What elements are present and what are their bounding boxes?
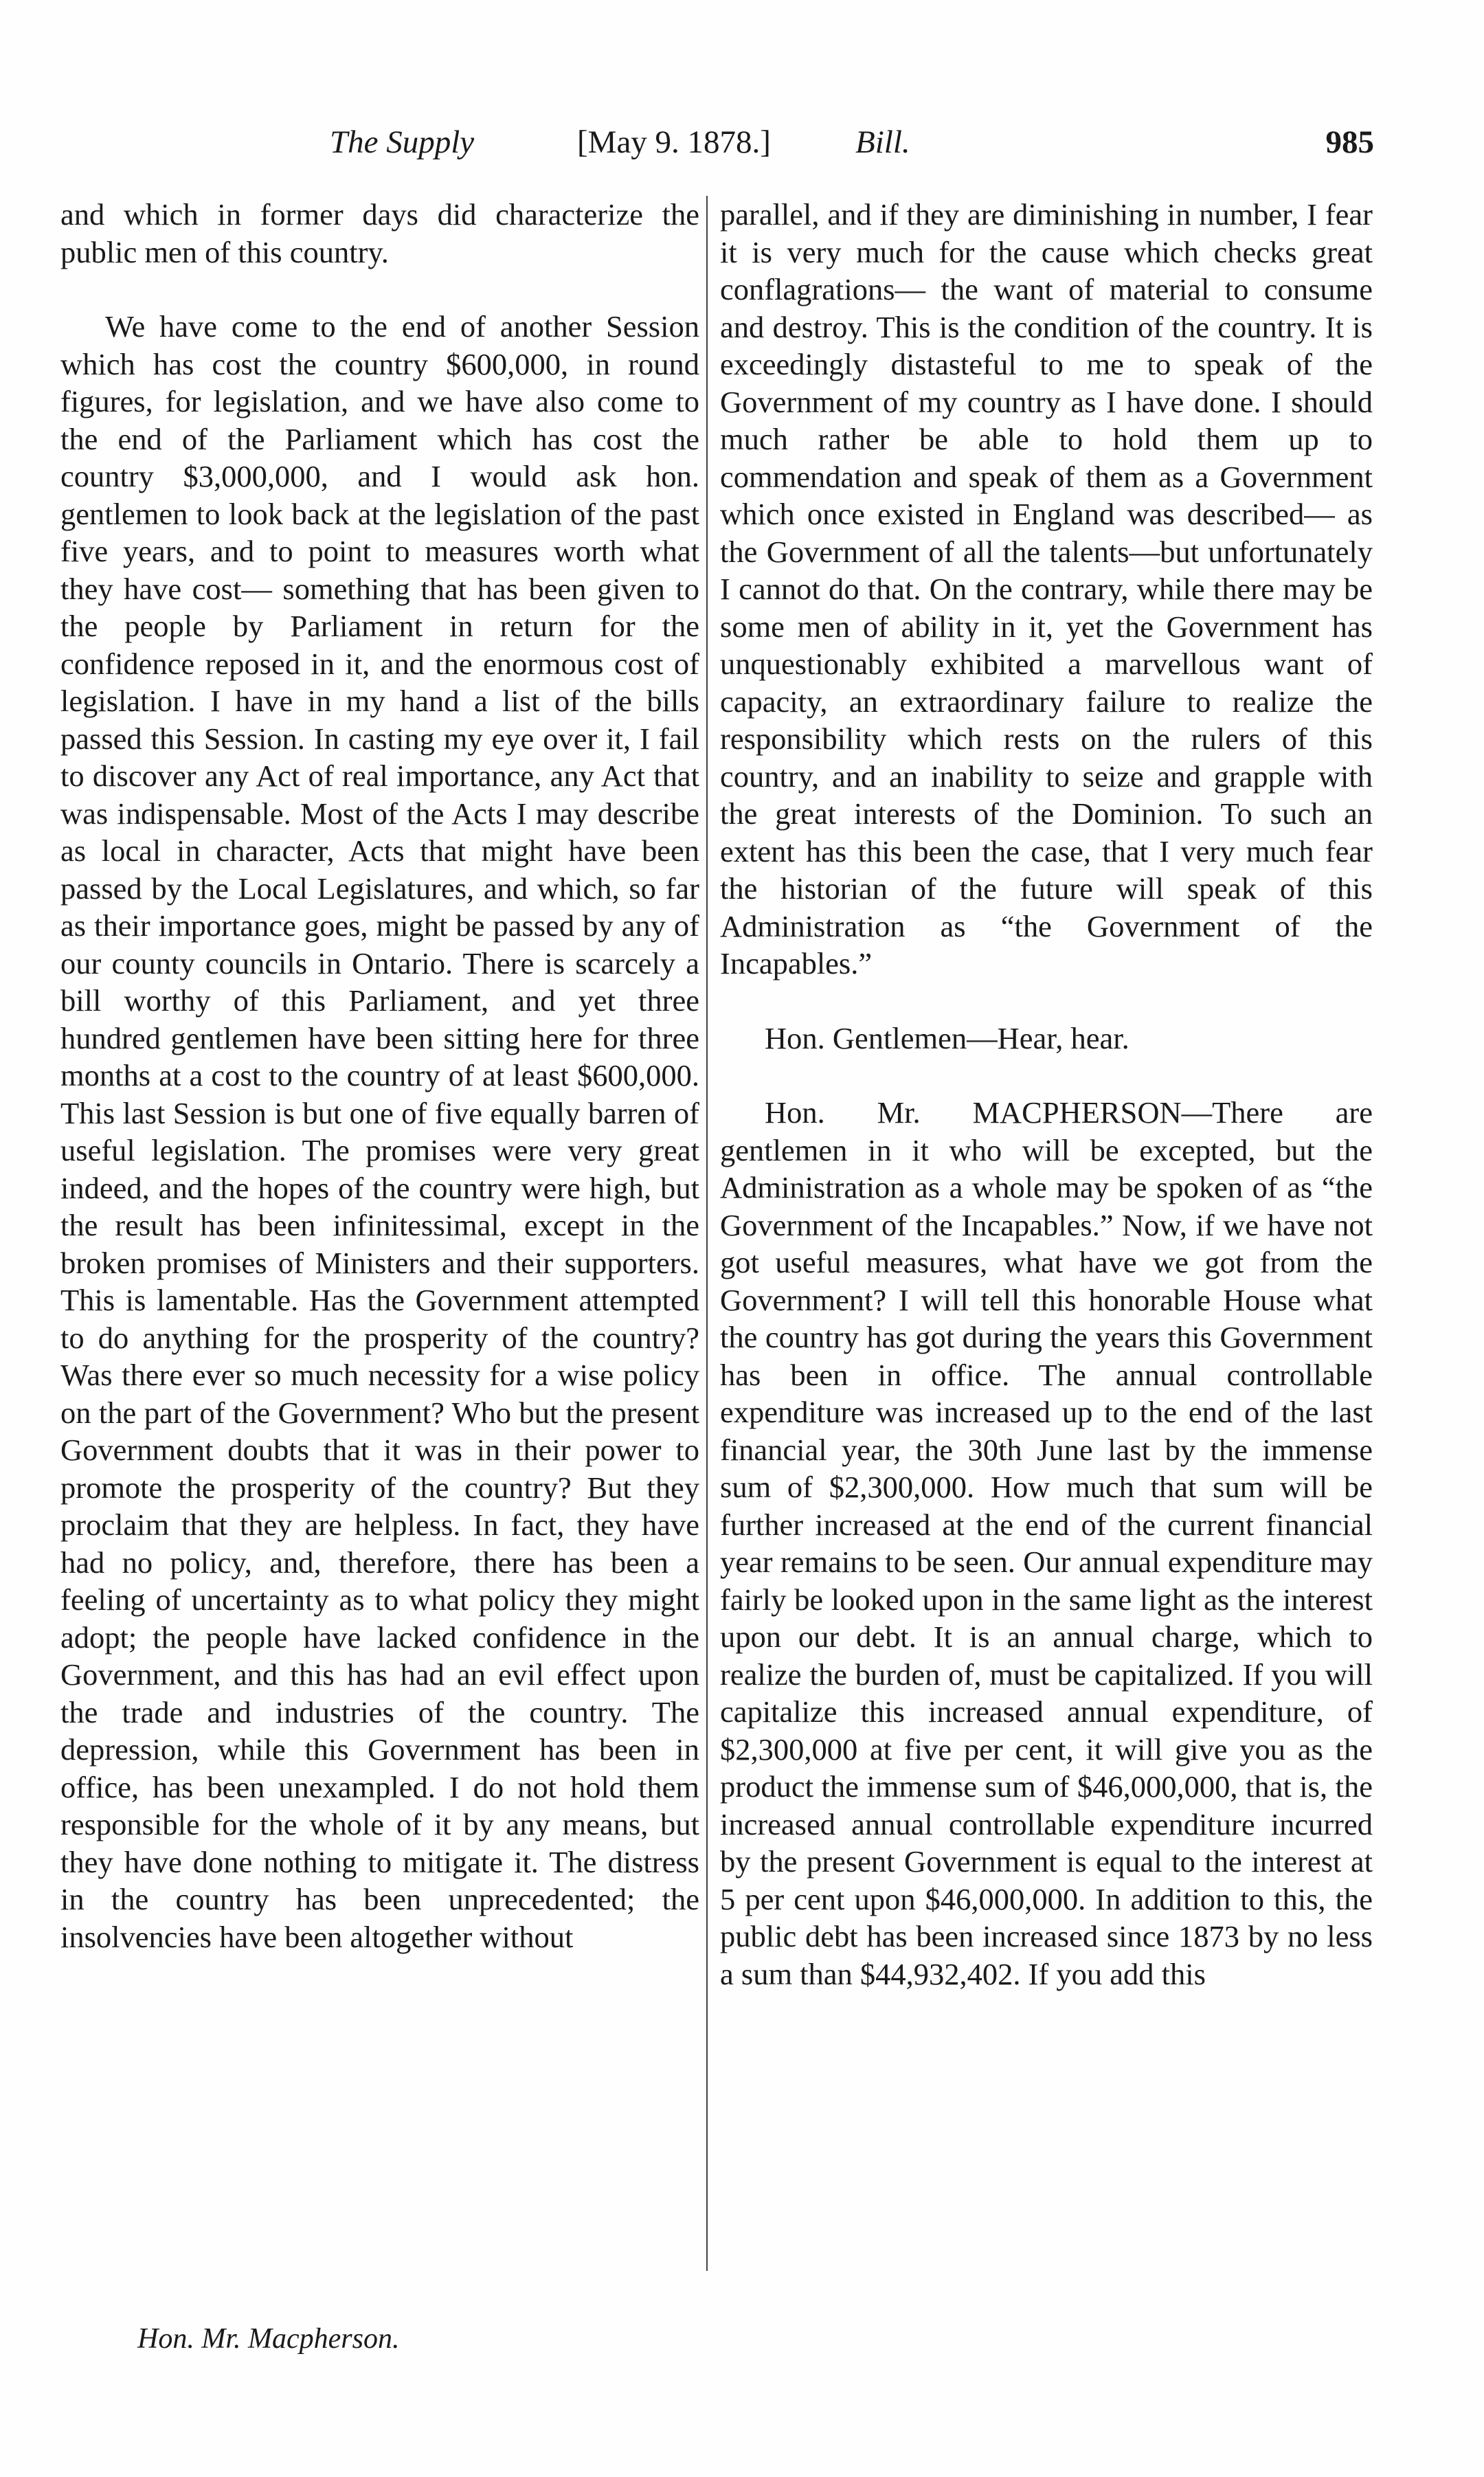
paragraph: We have come to the end of another Session which has cost the country $600,000, in round figures, for legislation, and we have also come to the end of the Parliament which has cost the country $3,000,000, and I would ask hon. gentlemen to look back at the legislation of the past five years, and to point to measures worth what they have cost— something that has been given to the people by Parliament in return for the confidence reposed in it, and the enormous cost of legislation. I have in my hand a list of the bills passed this Session. In casting my eye over it, I fail to discover any Act of real importance, any Act that was indispensable. Most of the Acts I may describe as local in character, Acts that might have been passed by the Local Legislatures, and which, so far as their importance goes, might be passed by any of our county councils in Ontario. There is scarcely a bill worthy of this Parliament, and yet three hundred gentlemen have been sitting here for three months at a cost to the country of at least $600,000. This last Session is but one of five equally barren of useful legislation. The promises were very great indeed, and the hopes of the country were high, but the result has been infinitessimal, except in the broken promises of Ministers and their supporters. This is lamentable. Has the Government attempted to do anything for the prosperity of the country? Was there ever so much necessity for a wise policy on the part of the Government? Who but the present Government doubts that it was in their power to promote the prosperity of the country? But they proclaim that they are helpless. In fact, they have had no policy, and, therefore, there has been a feeling of uncertainty as to what policy they might adopt; the people have lacked confidence in the Government, and this has had an evil effect upon the trade and industries of the country. The depression, while this Government has been in office, has been unexampled. I do not hold them responsible for the whole of it by any means, but they have done nothing to mitigate it. The distress in the country has been unprecedented; the insolvencies have been altogether without: [60, 309, 699, 1954]
page-header: [330, 124, 1374, 179]
footer-speaker: Hon. Mr. Macpherson.: [137, 2323, 400, 2355]
paragraph: Hon. Gentlemen—Hear, hear.: [765, 1020, 1129, 1055]
header-date: [May 9. 1878.]: [577, 124, 771, 160]
paragraph: Hon. Mr. MACPHERSON—There are gentlemen in it who will be excepted, but the Administration as a whole may be spoken of as “the Government of the Incapables.” Now, if we have not got useful measures, what have we got from the Government? I will tell this honorable House what the country has got during the years this Government has been in office. The annual controllable expenditure was increased up to the end of the last financial year, the 30th June last by the immense sum of $2,300,000. How much that sum will be further increased at the end of the current financial year remains to be seen. Our annual expenditure may fairly be looked upon in the same light as the interest upon our debt. It is an annual charge, which to realize the burden of, must be capitalized. If you will capitalize this increased annual expenditure, of $2,300,000 at five per cent, it will give you as the product the immense sum of $46,000,000, that is, the increased annual controllable expenditure incurred by the present Government is equal to the interest at 5 per cent upon $46,000,000. In addition to this, the public debt has been increased since 1873 by no less a sum than $44,932,402. If you add this: [720, 1095, 1373, 1991]
right-column: [720, 196, 1373, 1993]
header-title-right: Bill.: [855, 124, 910, 160]
column-divider: [706, 196, 708, 2271]
header-title-left: The Supply: [330, 124, 475, 160]
paragraph: and which in former days did characterize the public men of this country.: [60, 197, 699, 269]
left-column: [60, 196, 699, 1955]
paragraph: parallel, and if they are diminishing in number, I fear it is very much for the cause which checks great conflagrations— the want of material to consume and destroy. This is the condition of the country. It is exceedingly distasteful to me to speak of the Government of my country as I have done. I should much rather be able to hold them up to commendation and speak of them as a Government which once existed in England was described— as the Government of all the talents—but unfortunately I cannot do that. On the contrary, while there may be some men of ability in it, yet the Government has unquestionably exhibited a marvellous want of capacity, an extraordinary failure to realize the responsibility which rests on the rulers of this country, and an inability to seize and grapple with the great interests of the Dominion. To such an extent has this been the case, that I very much fear the historian of the future will speak of this Administration as “the Government of the Incapables.”: [720, 197, 1373, 980]
page-number: 985: [1325, 124, 1374, 160]
